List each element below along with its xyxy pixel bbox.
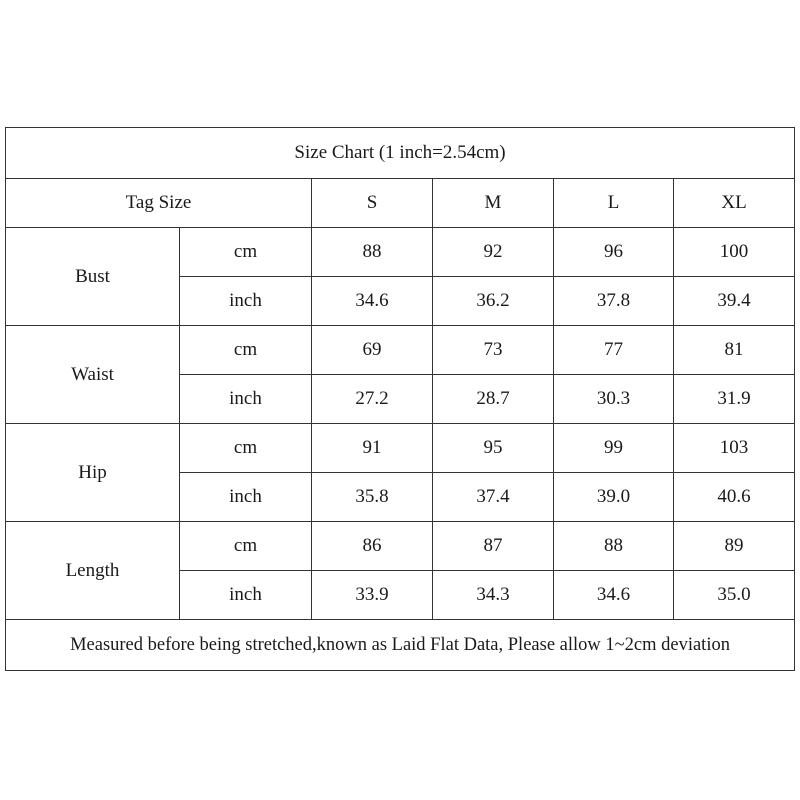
table-cell: 87 [433,522,554,571]
unit-label: inch [180,473,312,522]
title-row [6,128,795,179]
table-cell: 89 [674,522,795,571]
table-cell: 37.4 [433,473,554,522]
unit-label: inch [180,277,312,326]
size-header-l: L [554,179,674,228]
unit-label: inch [180,571,312,620]
chart-title: Size Chart (1 inch=2.54cm) [6,128,795,179]
tag-size-label: Tag Size [6,179,312,228]
table-cell: 100 [674,228,795,277]
table-row [6,424,795,473]
table-cell: 88 [554,522,674,571]
table-cell: 34.3 [433,571,554,620]
table-cell: 31.9 [674,375,795,424]
table-cell: 39.0 [554,473,674,522]
unit-label: cm [180,326,312,375]
measurement-note: Measured before being stretched,known as Laid Flat Data, Please allow 1~2cm deviation [6,620,795,671]
table-row [6,228,795,277]
table-cell: 96 [554,228,674,277]
table-cell: 35.8 [312,473,433,522]
metric-label-hip: Hip [6,424,180,522]
unit-label: cm [180,522,312,571]
size-header-xl: XL [674,179,795,228]
table-cell: 28.7 [433,375,554,424]
table-cell: 81 [674,326,795,375]
size-header-m: M [433,179,554,228]
table-cell: 95 [433,424,554,473]
table-cell: 103 [674,424,795,473]
header-row [6,179,795,228]
note-row [6,620,795,671]
table-cell: 91 [312,424,433,473]
table-cell: 92 [433,228,554,277]
table-cell: 40.6 [674,473,795,522]
table-cell: 37.8 [554,277,674,326]
metric-label-waist: Waist [6,326,180,424]
table-cell: 33.9 [312,571,433,620]
unit-label: cm [180,228,312,277]
unit-label: cm [180,424,312,473]
table-cell: 77 [554,326,674,375]
table-row [6,326,795,375]
table-cell: 99 [554,424,674,473]
size-header-s: S [312,179,433,228]
table-cell: 73 [433,326,554,375]
table-cell: 34.6 [312,277,433,326]
table-cell: 35.0 [674,571,795,620]
size-chart-table [5,127,795,671]
table-cell: 34.6 [554,571,674,620]
unit-label: inch [180,375,312,424]
table-cell: 39.4 [674,277,795,326]
metric-label-length: Length [6,522,180,620]
table-cell: 30.3 [554,375,674,424]
table-cell: 69 [312,326,433,375]
table-cell: 88 [312,228,433,277]
table-cell: 86 [312,522,433,571]
table-row [6,522,795,571]
table-cell: 36.2 [433,277,554,326]
table-cell: 27.2 [312,375,433,424]
metric-label-bust: Bust [6,228,180,326]
